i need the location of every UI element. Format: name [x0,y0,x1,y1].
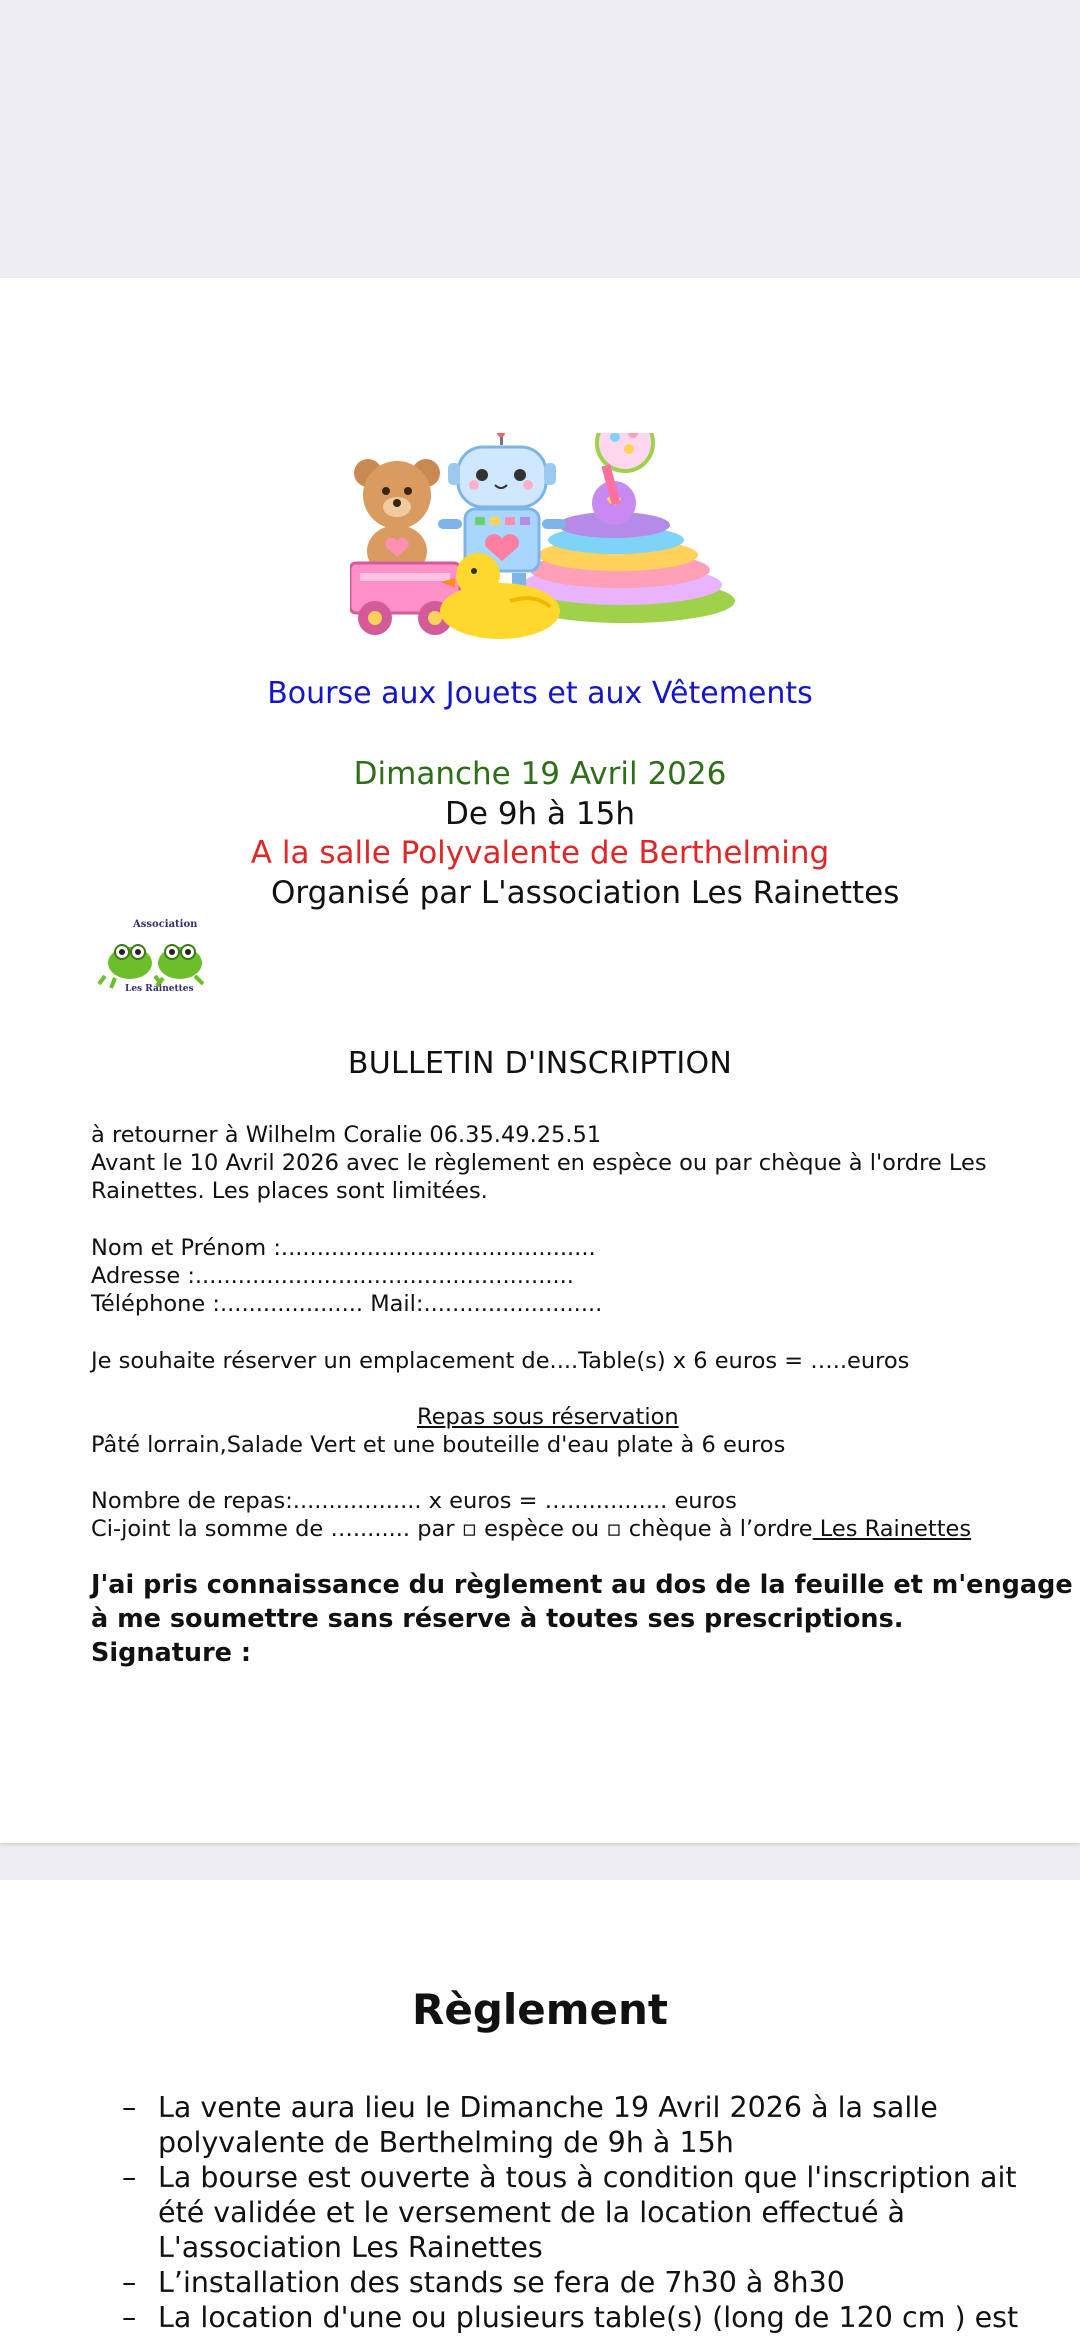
event-venue: A la salle Polyvalente de Berthelming [250,835,830,871]
rule-line: polyvalente de Berthelming de 9h à 15h [158,2126,734,2159]
address-field-line[interactable]: Adresse :..................................................... [91,1263,574,1289]
rule-dash: – [122,2301,137,2334]
rules-list [122,2090,1042,2335]
table-reservation-line[interactable]: Je souhaite réserver un emplacement de....Table(s) x 6 euros = …..euros [91,1348,910,1374]
payment-line[interactable] [91,1515,971,1543]
document-page-1 [0,278,1080,1843]
rule-line: été validée et le versement de la location effectué à [158,2196,905,2229]
toys-illustration [350,433,735,643]
acknowledgement-line-2: à me soumettre sans réserve à toutes ses prescriptions. [91,1604,904,1634]
rule-line: L’installation des stands se fera de 7h30 à 8h30 [158,2266,845,2299]
toy-cart-icon [350,563,460,635]
rule-line: La location d'une ou plusieurs table(s) (long de 120 cm ) est [158,2301,1019,2334]
rule-dash: – [122,2091,137,2124]
deadline-line-2: Rainettes. Les places sont limitées. [91,1178,488,1204]
association-logo [95,918,215,998]
acknowledgement-line-1: J'ai pris connaissance du règlement au dos de la feuille et m'engage [91,1570,1073,1600]
deadline-line-1: Avant le 10 Avril 2026 avec le règlement en espèce ou par chèque à l'ordre Les [91,1150,987,1176]
rule-item [122,2090,1042,2160]
rule-line: La bourse est ouverte à tous à condition que l'inscription ait [158,2161,1017,2194]
event-title: Bourse aux Jouets et aux Vêtements [267,676,813,711]
meal-heading: Repas sous réservation [417,1404,679,1430]
form-heading: BULLETIN D'INSCRIPTION [347,1046,733,1081]
event-date: Dimanche 19 Avril 2026 [353,756,727,792]
phone-mail-field-line[interactable]: Téléphone :.................... Mail:......................... [91,1291,603,1317]
rule-item [122,2160,1042,2265]
rule-dash: – [122,2161,137,2194]
rule-item [122,2300,1042,2335]
meal-description: Pâté lorrain,Salade Vert et une bouteille d'eau plate à 6 euros [91,1432,786,1458]
rules-title: Règlement [412,1985,668,2034]
payment-beneficiary: Les Rainettes [812,1516,972,1542]
payment-line-text: Ci-joint la somme de …........ par ▫ espèce ou ▫ chèque à l’ordre [91,1516,813,1542]
logo-text-bottom: Les Rainettes [125,984,194,994]
rule-dash: – [122,2266,137,2299]
meal-count-line[interactable]: Nombre de repas:.................. x euros = ….............. euros [91,1488,737,1514]
logo-text-top: Association [133,919,198,930]
signature-label: Signature : [91,1638,252,1668]
rule-line: L'association Les Rainettes [158,2231,543,2264]
name-field-line[interactable]: Nom et Prénom :............................................ [91,1235,596,1261]
teddy-bear-icon [354,459,440,577]
event-organizer: Organisé par L'association Les Rainettes [271,875,900,911]
rule-item [122,2265,1042,2300]
document-page-2 [0,1880,1080,2350]
return-to-line: à retourner à Wilhelm Coralie 06.35.49.25.51 [91,1122,602,1148]
rule-line: La vente aura lieu le Dimanche 19 Avril 2026 à la salle [158,2091,938,2124]
event-hours: De 9h à 15h [445,796,635,832]
